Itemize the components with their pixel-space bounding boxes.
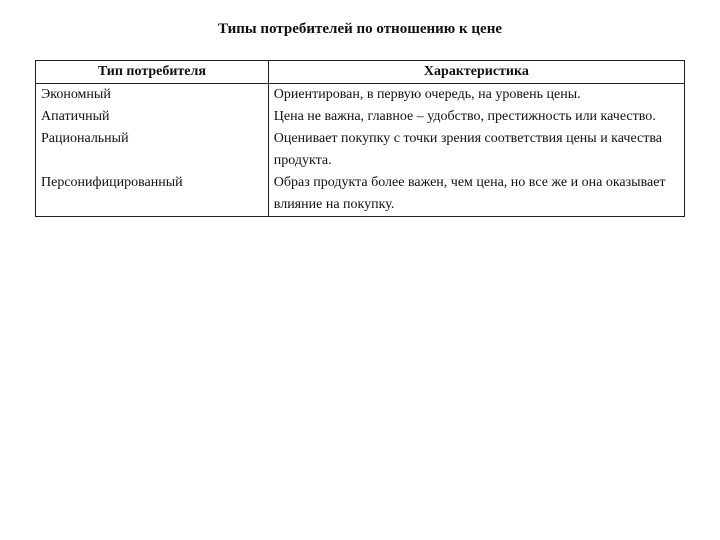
table-row (36, 128, 685, 172)
consumer-type-cell: Персонифицированный (36, 172, 269, 217)
table-row (36, 106, 685, 128)
header-consumer-type: Тип потребителя (36, 61, 269, 84)
table-row (36, 84, 685, 107)
characteristic-cell: Цена не важна, главное – удобство, престижность или качество. (268, 106, 684, 128)
characteristic-cell: Ориентирован, в первую очередь, на уровень цены. (268, 84, 684, 107)
consumer-type-cell: Рациональный (36, 128, 269, 172)
header-characteristic: Характеристика (268, 61, 684, 84)
table-header-row (36, 61, 685, 84)
table-row (36, 172, 685, 217)
consumer-types-table (35, 60, 685, 217)
consumer-type-cell: Экономный (36, 84, 269, 107)
characteristic-cell: Образ продукта более важен, чем цена, но все же и она оказывает влияние на покупку. (268, 172, 684, 217)
characteristic-cell: Оценивает покупку с точки зрения соответствия цены и качества продукта. (268, 128, 684, 172)
page-title: Типы потребителей по отношению к цене (217, 21, 503, 37)
consumer-type-cell: Апатичный (36, 106, 269, 128)
